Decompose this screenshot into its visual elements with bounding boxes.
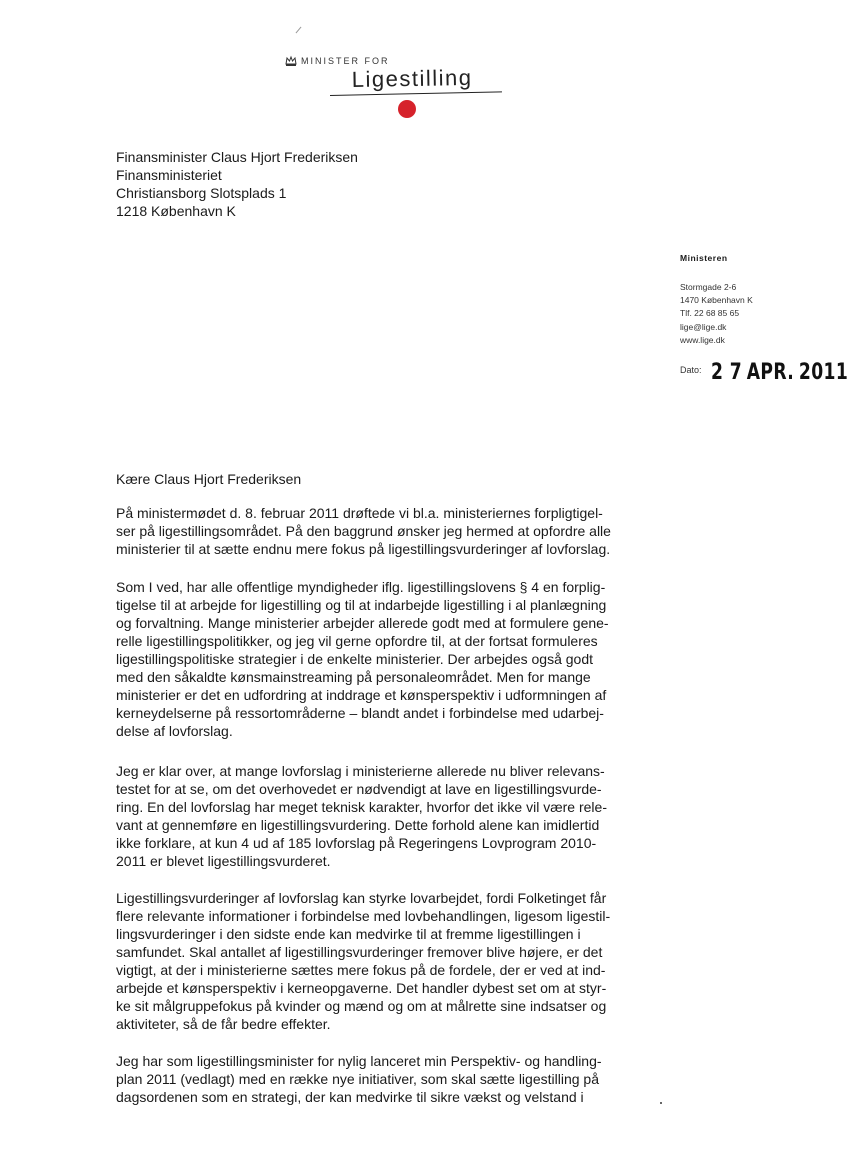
text-line: Ligestillingsvurderinger af lovforslag kan styrke lovarbejdet, fordi Folketinget får [116, 890, 607, 906]
text-line: ring. En del lovforslag har meget teknisk karakter, hvorfor det ikke vil være rele- [116, 799, 607, 815]
crown-icon [285, 55, 297, 69]
text-line: ser på ligestillingsområdet. På den baggrund ønsker jeg hermed at opfordre alle [116, 523, 611, 539]
paragraph-3 [116, 762, 607, 870]
text-line: med den såkaldte kønsmainstreaming på personaleområdet. Men for mange [116, 669, 591, 685]
sender-web: www.lige.dk [680, 334, 725, 345]
date-stamp [711, 360, 853, 385]
text-line: samfundet. Skal antallet af ligestillingsvurderinger fremover blive højere, er det [116, 944, 603, 960]
text-line: Som I ved, har alle offentlige myndigheder iflg. ligestillingslovens § 4 en forplig- [116, 579, 606, 595]
text-line: ministerier er det en udfordring at inddrage et kønsperspektiv i udformningen af [116, 687, 607, 703]
text-line: ke sit målgruppefokus på kvinder og mænd og om at målrette sine indsatser og [116, 998, 607, 1014]
text-line: Jeg er klar over, at mange lovforslag i ministerierne allerede nu bliver relevans- [116, 763, 605, 779]
letterhead-line1: MINISTER FOR [301, 56, 390, 66]
paragraph-1 [116, 504, 611, 558]
sender-heading: Ministeren [680, 253, 728, 263]
sender-city: 1470 København K [680, 295, 753, 306]
text-line: arbejde et kønsperspektiv i kerneopgaverne. Det handler dybest set om at styr- [116, 980, 607, 996]
date-year: 2011 [798, 360, 849, 385]
text-line: lingsvurderinger i den sidste ende kan medvirke til at fremme ligestillingen i [116, 926, 581, 942]
text-line: aktiviteter, så de får bedre effekter. [116, 1016, 331, 1032]
recipient-street: Christiansborg Slotsplads 1 [116, 185, 287, 201]
scan-speck [660, 1102, 662, 1104]
text-line: 2011 er blevet ligestillingsvurderet. [116, 853, 331, 869]
text-line: plan 2011 (vedlagt) med en række nye initiativer, som skal sætte ligestilling på [116, 1071, 599, 1087]
text-line: delse af lovforslag. [116, 723, 233, 739]
sender-contact [680, 281, 753, 347]
text-line: kerneydelserne på ressortområderne – blandt andet i forbindelse med udarbej- [116, 705, 604, 721]
text-line: testet for at se, om det overhovedet er nødvendigt at lave en ligestillingsvurde- [116, 781, 602, 797]
recipient-city: 1218 København K [116, 203, 236, 219]
letterhead-title: Ligestilling [351, 64, 473, 93]
text-line: tigelse til at arbejde for ligestilling og til at indarbejde ligestilling i al planlægning [116, 597, 607, 613]
text-line: relle ligestillingspolitikker, og jeg vil gerne opfordre til, at der fortsat formuleres [116, 633, 598, 649]
scan-mark [296, 27, 302, 34]
paragraph-5 [116, 1052, 602, 1106]
paragraph-4 [116, 889, 610, 1033]
date-label: Dato: [680, 365, 702, 375]
text-line: vant at gennemføre en ligestillingsvurdering. Dette forhold alene kan imidlertid [116, 817, 600, 833]
letter-greeting: Kære Claus Hjort Frederiksen [116, 471, 302, 487]
text-line: På ministermødet d. 8. februar 2011 drøftede vi bl.a. ministeriernes forpligtigel- [116, 505, 603, 521]
sender-phone: Tlf. 22 68 85 65 [680, 308, 740, 319]
paragraph-2 [116, 578, 609, 740]
letterhead-red-dot [398, 100, 416, 118]
text-line: vigtigt, at der i ministerierne sættes mere fokus på de fordele, der er ved at ind- [116, 962, 606, 978]
text-line: dagsordenen som en strategi, der kan medvirke til sikre vækst og velstand i [116, 1089, 584, 1105]
recipient-org: Finansministeriet [116, 167, 222, 183]
text-line: ministerier til at sætte endnu mere fokus på ligestillingsvurderinger af lovforslag. [116, 541, 611, 557]
sender-street: Stormgade 2-6 [680, 282, 737, 292]
date-day: 2 7 [711, 360, 743, 385]
date-month: APR. [746, 360, 795, 385]
text-line: og forvaltning. Mange ministerier arbejder allerede godt med at formulere gene- [116, 615, 609, 631]
sender-email: lige@lige.dk [680, 321, 727, 332]
recipient-address [116, 148, 358, 220]
text-line: Jeg har som ligestillingsminister for nylig lanceret min Perspektiv- og handling- [116, 1053, 602, 1069]
text-line: flere relevante informationer i forbindelse med lovbehandlingen, ligesom ligestil- [116, 908, 611, 924]
text-line: ikke forklare, at kun 4 ud af 185 lovforslag på Regeringens Lovprogram 2010- [116, 835, 597, 851]
recipient-name: Finansminister Claus Hjort Frederiksen [116, 149, 358, 165]
text-line: ligestillingspolitiske strategier i de enkelte ministerier. Der arbejdes også godt [116, 651, 594, 667]
